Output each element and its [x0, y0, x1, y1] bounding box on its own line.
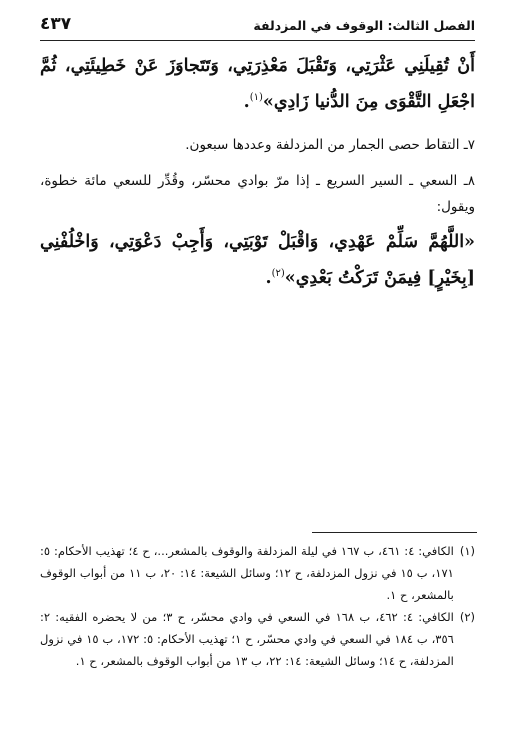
footnote-2-number: (٢) — [459, 610, 475, 624]
item-7-text: ٧ـ التقاط حصى الجمار من المزدلفة وعددها سبعون. — [185, 137, 475, 153]
duaa-2-text: «اللَّهُمَّ سَلِّمْ عَهْدِي، وَاقْبَلْ تَوْبَتِي، وَأَجِبْ دَعْوَتِي، وَاخْلُفْنِي [بِخَيْرٍ] فِيمَنْ تَرَكْتُ بَعْدِي» — [40, 232, 475, 288]
item-8 — [40, 168, 475, 220]
item-8-text: ٨ـ السعي ـ السير السريع ـ إذا مرّ بوادي محسّر، وقُدِّر للسعي مائة خطوة، ويقول: — [40, 173, 475, 215]
footnote-2 — [40, 606, 475, 672]
footnote-ref-2[interactable]: (٢) — [271, 268, 285, 279]
footnote-1 — [40, 540, 475, 606]
footnotes — [40, 540, 475, 672]
duaa-continuation: أَنْ تُقِيلَنِي عَثْرَتِي، وَتَقْبَلَ مَعْذِرَتِي، وَتَتَجاوَزَ عَنْ خَطِيئَتِي، ثُمَّ اجْعَلِ التَّقْوَى مِنَ الدُّنيا زَادِي»$^{(١)}$. — [40, 56, 475, 112]
duaa-1-text: أَنْ تُقِيلَنِي عَثْرَتِي، وَتَقْبَلَ مَعْذِرَتِي، وَتَتَجاوَزَ عَنْ خَطِيئَتِي، ثُمَّ اجْعَلِ التَّقْوَى مِنَ الدُّنيا زَادِي» — [40, 56, 475, 112]
footnote-1-text: الكافي: ٤: ٤٦١، ب ١٦٧ في ليلة المزدلفة والوقوف بالمشعر...، ح ٤؛ تهذيب الأحكام: ٥: ١٧١، ب ١٥ في نزول المزدلفة، ح ١٢؛ وسائل الشيعة: ١٤: ٢٠، ب ١١ من أبواب الوقوف بالمشعر، ح ١. — [40, 544, 454, 602]
page-header — [40, 14, 475, 41]
footnote-2-text: الكافي: ٤: ٤٦٢، ب ١٦٨ في السعي في وادي محسّر، ح ٣؛ من لا يحضره الفقيه: ٢: ٣٥٦، ب ١٨٤ في السعي في وادي محسّر، ح ١؛ تهذيب الأحكام: ٥: ١٧٢، ب ١٥ في نزول المزدلفة، ح ١٤؛ وسائل الشيعة: ١٤: ٢٢، ب ١٣ من أبواب الوقوف بالمشعر، ح ١. — [40, 610, 454, 668]
running-title: الفصل الثالث: الوقوف في المزدلفة — [253, 18, 475, 33]
item-7 — [40, 132, 475, 158]
duaa-wadi-muhassir: «اللَّهُمَّ سَلِّمْ عَهْدِي، وَاقْبَلْ تَوْبَتِي، وَأَجِبْ دَعْوَتِي، وَاخْلُفْنِي [بِخَيْرٍ] فِيمَنْ تَرَكْتُ بَعْدِي»$^{(٢)}$. — [40, 232, 475, 288]
footnote-ref-1[interactable]: (١) — [249, 92, 263, 103]
page-number: ٤٣٧ — [40, 14, 72, 34]
footnote-1-number: (١) — [459, 544, 475, 558]
footnote-divider — [312, 532, 477, 533]
